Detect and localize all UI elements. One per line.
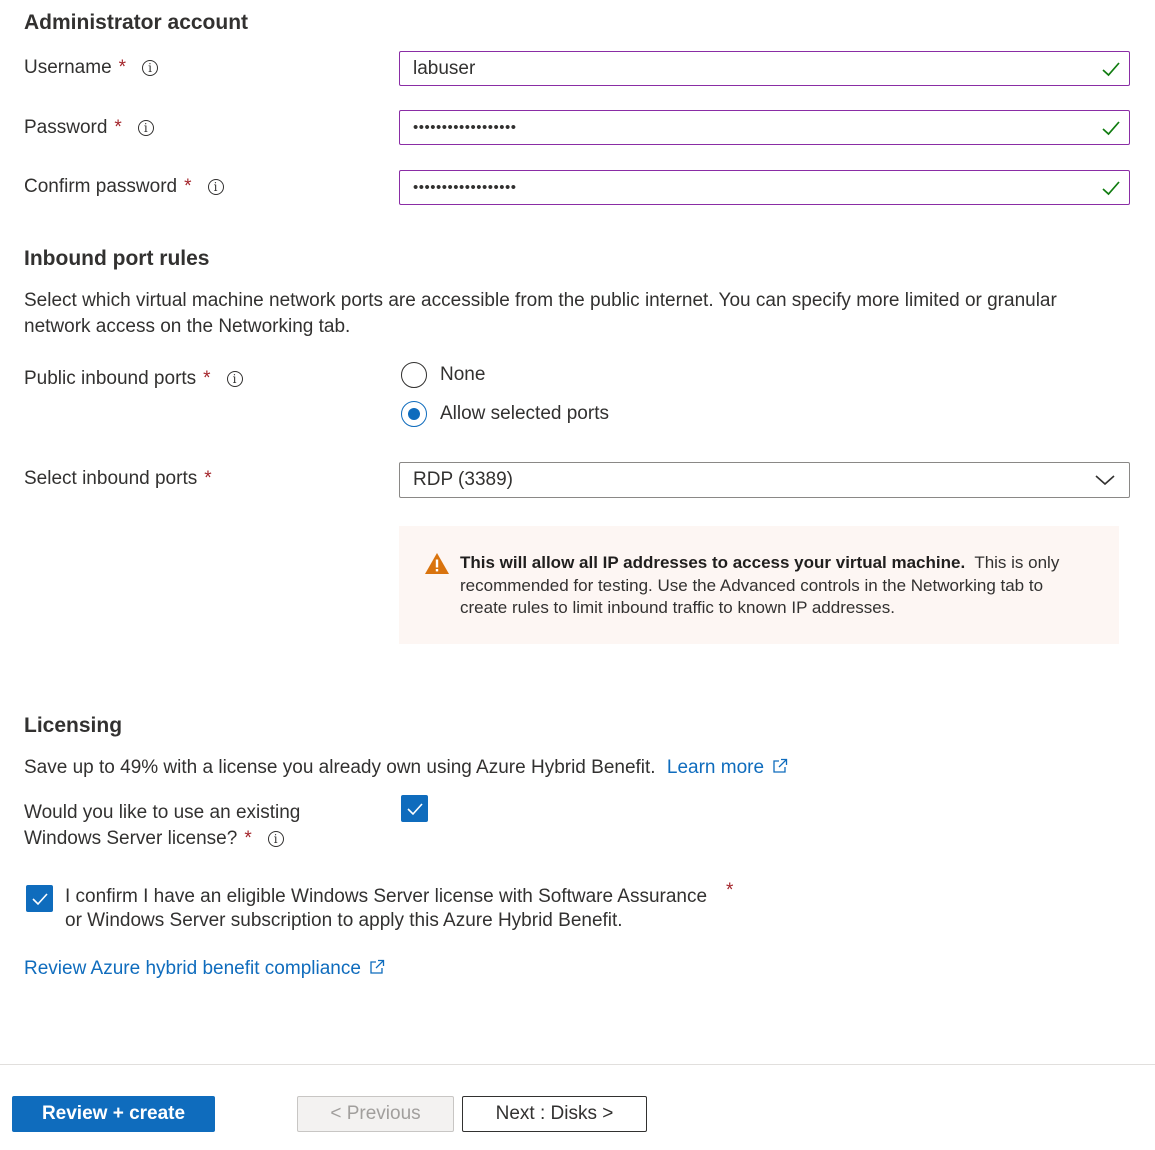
inbound-description: Select which virtual machine network ports are accessible from the public internet. You can specify more limited or granular network access on the Networking tab. (24, 290, 1057, 337)
username-value: labuser (413, 57, 476, 79)
learn-more-text: Learn more (666, 757, 765, 778)
compliance-link[interactable] (24, 956, 385, 982)
chevron-down-icon (1095, 473, 1115, 487)
licensing-description-text: Save up to 49% with a license you already own using Azure Hybrid Benefit. (24, 757, 656, 778)
confirm-password-input[interactable] (399, 170, 1130, 205)
info-icon[interactable]: i (142, 60, 158, 76)
warning-bold-text: This will allow all IP addresses to access your virtual machine. (460, 553, 966, 572)
username-label (24, 57, 158, 79)
required-asterisk: * (244, 828, 252, 849)
info-icon[interactable]: i (138, 120, 154, 136)
info-icon[interactable]: i (227, 371, 243, 387)
password-input[interactable] (399, 110, 1130, 145)
radio-allow-label: Allow selected ports (440, 403, 609, 424)
select-inbound-ports-label-text: Select inbound ports (24, 468, 198, 489)
licensing-description (24, 755, 788, 781)
confirm-password-value: •••••••••••••••••• (413, 179, 517, 196)
section-heading-admin: Administrator account (24, 11, 249, 34)
warning-icon (424, 552, 450, 575)
previous-button[interactable]: < Previous (297, 1096, 454, 1132)
inbound-ports-dropdown[interactable] (399, 462, 1130, 498)
checkmark-icon (31, 892, 49, 906)
learn-more-link[interactable] (667, 757, 788, 778)
next-disks-button[interactable]: Next : Disks > (462, 1096, 647, 1132)
info-icon[interactable]: i (268, 831, 284, 847)
valid-check-icon (1101, 178, 1121, 198)
dropdown-value: RDP (3389) (413, 469, 513, 490)
info-icon[interactable]: i (208, 179, 224, 195)
required-asterisk: * (203, 368, 211, 389)
confirm-password-label (24, 176, 224, 198)
radio-allow-selected-ports[interactable] (401, 401, 609, 427)
confirm-license-line2: or Windows Server subscription to apply this Azure Hybrid Benefit. (65, 910, 623, 931)
external-link-icon (772, 758, 788, 774)
confirm-license-label (65, 885, 707, 933)
password-label-text: Password (24, 117, 108, 138)
required-asterisk: * (726, 880, 734, 901)
checkmark-icon (406, 802, 424, 816)
review-create-button[interactable]: Review + create (12, 1096, 215, 1132)
confirm-license-line1: I confirm I have an eligible Windows Server license with Software Assurance (65, 886, 708, 907)
password-label (24, 117, 154, 139)
radio-none[interactable] (401, 362, 485, 388)
warning-message-bar (399, 526, 1119, 644)
required-asterisk: * (118, 57, 127, 78)
existing-license-checkbox[interactable] (401, 795, 428, 822)
warning-text: This is only recommended for testing. Use the Advanced controls in the Networking tab to create rules to limit inbound traffic to known IP addresses. (460, 553, 1060, 617)
username-input[interactable] (399, 51, 1130, 86)
compliance-link-text: Review Azure hybrid benefit compliance (24, 958, 361, 979)
username-label-text: Username (24, 57, 112, 78)
valid-check-icon (1101, 118, 1121, 138)
confirm-license-checkbox[interactable] (26, 885, 53, 912)
external-link-icon (369, 959, 385, 975)
existing-license-label-line2: Windows Server license? (24, 828, 238, 849)
valid-check-icon (1101, 59, 1121, 79)
radio-none-label: None (440, 364, 486, 385)
footer-divider (0, 1064, 1155, 1065)
existing-license-label-line1: Would you like to use an existing (24, 802, 301, 823)
password-value: •••••••••••••••••• (413, 119, 517, 136)
section-heading-licensing: Licensing (24, 714, 123, 737)
required-asterisk: * (184, 176, 192, 197)
radio-button[interactable] (401, 362, 427, 388)
public-inbound-ports-label (24, 368, 243, 390)
confirm-password-label-text: Confirm password (24, 176, 178, 197)
required-asterisk: * (114, 117, 122, 138)
public-inbound-ports-label-text: Public inbound ports (24, 368, 197, 389)
required-asterisk: * (204, 468, 212, 489)
select-inbound-ports-label (24, 468, 212, 490)
existing-license-label (24, 800, 300, 852)
radio-button-selected[interactable] (401, 401, 427, 427)
section-heading-inbound: Inbound port rules (24, 247, 210, 270)
